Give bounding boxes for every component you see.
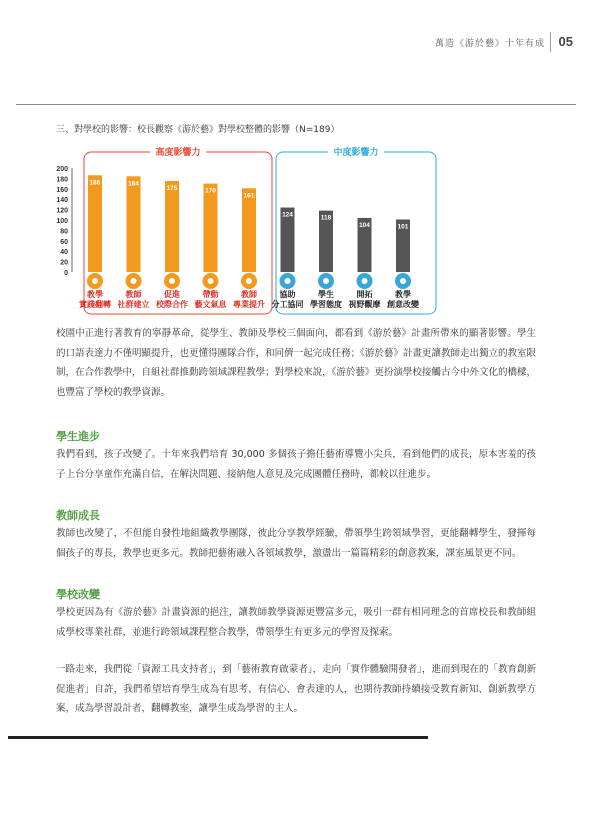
bottom-rule — [8, 736, 428, 739]
bar — [88, 175, 102, 272]
section-title-students: 學生進步 — [56, 430, 100, 443]
group-title: 中度影響力 — [333, 148, 379, 158]
y-tick-label: 160 — [56, 186, 68, 194]
category-label-line1: 教學 — [395, 290, 411, 299]
student-icon-glyph — [323, 278, 329, 284]
bar — [242, 188, 256, 272]
bar-value-label: 118 — [320, 214, 332, 222]
link-icon-glyph — [285, 278, 291, 284]
intro-paragraph: 校園中正進行著教育的寧靜革命，從學生、教師及學校三個面向，都看到《游於藝》計畫所帶來的顯著影響。學生的口語表達力不僅明顯提升，也更懂得團隊合作，和同儕一起完成任務；《游於藝》計畫更讓教師走出獨立的教室限制，在合作教學中，自組社群推動跨領域課程教學；對學校來說，《游於藝》更扮演學校接觸古今中外文化的橋樑，也豐富了學校的教學資源。 — [56, 328, 536, 398]
y-tick-label: 0 — [64, 270, 68, 277]
category-label-line1: 帶動 — [202, 290, 219, 299]
category-label-line2: 實踐翻轉 — [79, 300, 111, 309]
bar-value-label: 124 — [282, 211, 293, 219]
y-tick-label: 200 — [56, 166, 68, 173]
y-tick-label: 20 — [60, 259, 68, 267]
category-label-line2: 分工協同 — [271, 300, 304, 309]
category-label-line2: 學習態度 — [310, 300, 342, 309]
brain-icon-glyph — [92, 278, 98, 284]
y-tick-label: 120 — [56, 207, 68, 215]
y-tick-label: 140 — [56, 197, 68, 205]
category-label-line1: 開拓 — [356, 290, 373, 299]
category-label-line2: 社群建立 — [117, 300, 150, 309]
y-tick-label: 180 — [56, 176, 68, 184]
section-text-teachers: 教師也改變了，不但能自發性地組織教學團隊，彼此分享教學經驗，帶領學生跨領域學習，更能翻轉學生，發揮每個孩子的專長，教學也更多元。教師把藝術融入各領域教學，激盪出一篇篇精彩的創意教案，課室風景更不同。 — [56, 528, 536, 559]
section-title-schools: 學校改變 — [56, 588, 100, 601]
category-label-line2: 校際合作 — [156, 300, 188, 309]
bar — [165, 181, 179, 272]
bar-value-label: 186 — [89, 179, 101, 187]
refresh-icon-glyph — [246, 278, 252, 284]
y-tick-label: 80 — [60, 228, 68, 236]
section-text-students: 我們看到，孩子改變了。十年來我們培育 30,000 多個孩子擔任藝術導覽小尖兵，看到他們的成長，原本害羞的孩子上台分享童作充滿自信，在解決問題、接納他人意見及完成團體任務時，都較以往進步。 — [56, 449, 536, 480]
closing-paragraph: 一路走來，我們從「資源工具支持者」，到「藝術教育啟蒙者」，走向「實作體驗開發者」，進而到現在的「教育創新促進者」自許，我們希望培育學生成為有思考、有信心、會表達的人，也期待教師持續接受教育新知、創新教學方案，成為學習設計者，翻轉教室，讓學生成為學習的主人。 — [56, 664, 536, 714]
category-label-line2: 藝文氣息 — [194, 300, 227, 309]
header-divider — [550, 32, 551, 52]
page-number: 05 — [558, 34, 573, 49]
group-title: 高度影響力 — [155, 148, 201, 158]
handshake-icon-glyph — [169, 278, 175, 284]
bar-value-label: 104 — [359, 221, 370, 229]
bar — [204, 184, 218, 272]
header-title: 萬造《游於藝》十年有成 — [434, 39, 545, 49]
top-rule — [16, 104, 576, 105]
globe-icon-glyph — [362, 278, 368, 284]
bar — [127, 176, 141, 272]
magnifier-icon-glyph — [400, 278, 406, 284]
y-tick-label: 100 — [56, 218, 68, 225]
category-label-line2: 創意改變 — [387, 300, 419, 309]
category-label-line1: 協助 — [279, 290, 296, 299]
bar-value-label: 175 — [166, 185, 178, 192]
category-label-line1: 教師 — [125, 290, 142, 299]
y-tick-label: 60 — [60, 238, 68, 246]
section-text-schools: 學校更因為有《游於藝》計畫資源的挹注，讓教師教學資源更豐富多元，吸引一群有相同理念的首席校長和教師組成學校專業社群，並進行跨領域課程整合教學，帶領學生有更多元的學習及探索。 — [56, 607, 536, 638]
category-label-line1: 教師 — [241, 290, 257, 299]
category-label-line1: 教學 — [87, 290, 103, 299]
bar-value-label: 170 — [205, 187, 216, 195]
bar-value-label: 184 — [128, 180, 139, 188]
people-icon-glyph — [131, 278, 137, 284]
category-label-line2: 專業提升 — [233, 300, 265, 309]
category-label-line1: 學生 — [318, 290, 334, 299]
bar-value-label: 101 — [397, 223, 409, 231]
bar-value-label: 161 — [243, 192, 255, 200]
section-title-teachers: 教師成長 — [56, 509, 100, 522]
y-tick-label: 40 — [60, 249, 68, 257]
palette-icon-glyph — [208, 278, 214, 284]
category-label-line1: 促進 — [164, 290, 180, 299]
category-label-line2: 視野觀摩 — [348, 300, 381, 309]
impact-bar-chart — [50, 142, 440, 322]
chart-title: 三、對學校的影響：校長觀察《游於藝》對學校整體的影響（N=189） — [56, 125, 340, 135]
